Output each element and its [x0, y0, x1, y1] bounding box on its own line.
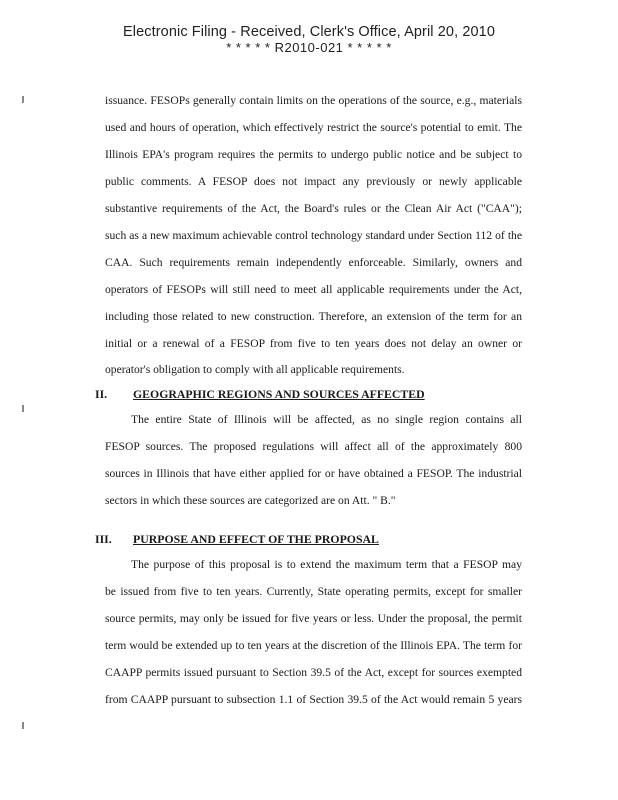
margin-mark: [22, 405, 24, 412]
paragraph-line: initial or a renewal of a FESOP from five to ten years does not delay an owner or: [105, 337, 522, 350]
paragraph-line: CAA. Such requirements remain independently enforceable. Similarly, owners and: [105, 256, 522, 269]
paragraph-line: used and hours of operation, which effectively restrict the source's potential to emit. The: [105, 121, 522, 134]
paragraph-line: such as a new maximum achievable control technology standard under Section 112 of the: [105, 229, 522, 242]
section-title: GEOGRAPHIC REGIONS AND SOURCES AFFECTED: [133, 387, 425, 401]
section-number: II.: [95, 387, 108, 401]
paragraph-line: operator's obligation to comply with all applicable requirements.: [105, 363, 405, 376]
section-number: III.: [95, 532, 112, 546]
paragraph-line: sources in Illinois that have either applied for or have obtained a FESOP. The industrial: [105, 467, 522, 480]
paragraph-line: substantive requirements of the Act, the Board's rules or the Clean Air Act ("CAA");: [105, 202, 522, 215]
paragraph-line: sectors in which these sources are categorized are on Att. " B.": [105, 494, 396, 507]
paragraph-line: public comments. A FESOP does not impact any previously or newly applicable: [105, 175, 522, 188]
margin-mark: [22, 722, 24, 729]
paragraph-line: FESOP sources. The proposed regulations will affect all of the approximately 800: [105, 440, 522, 453]
case-number-stamp: * * * * * R2010-021 * * * * *: [226, 40, 392, 55]
paragraph-line: including those related to new construction. Therefore, an extension of the term for an: [105, 310, 522, 323]
paragraph-line: operators of FESOPs will still need to meet all applicable requirements under the Act,: [105, 283, 522, 296]
filing-stamp: Electronic Filing - Received, Clerk's Office, April 20, 2010: [123, 24, 495, 40]
paragraph-line: source permits, may only be issued for five years or less. Under the proposal, the permit: [105, 612, 522, 625]
section-title: PURPOSE AND EFFECT OF THE PROPOSAL: [133, 532, 379, 546]
paragraph-line: CAAPP permits issued pursuant to Section 39.5 of the Act, except for sources exempted: [105, 666, 522, 679]
paragraph-line: term would be extended up to ten years at the discretion of the Illinois EPA. The term for: [105, 639, 522, 652]
paragraph-line: Illinois EPA's program requires the permits to undergo public notice and be subject to: [105, 148, 522, 161]
margin-mark: [22, 96, 24, 103]
paragraph-line: The purpose of this proposal is to extend the maximum term that a FESOP may: [131, 558, 522, 571]
paragraph-line: be issued from five to ten years. Currently, State operating permits, except for smaller: [105, 585, 522, 598]
paragraph-line: issuance. FESOPs generally contain limits on the operations of the source, e.g., materials: [105, 94, 522, 107]
paragraph-line: The entire State of Illinois will be affected, as no single region contains all: [131, 413, 522, 426]
paragraph-line: from CAAPP pursuant to subsection 1.1 of Section 39.5 of the Act would remain 5 years: [105, 693, 522, 706]
